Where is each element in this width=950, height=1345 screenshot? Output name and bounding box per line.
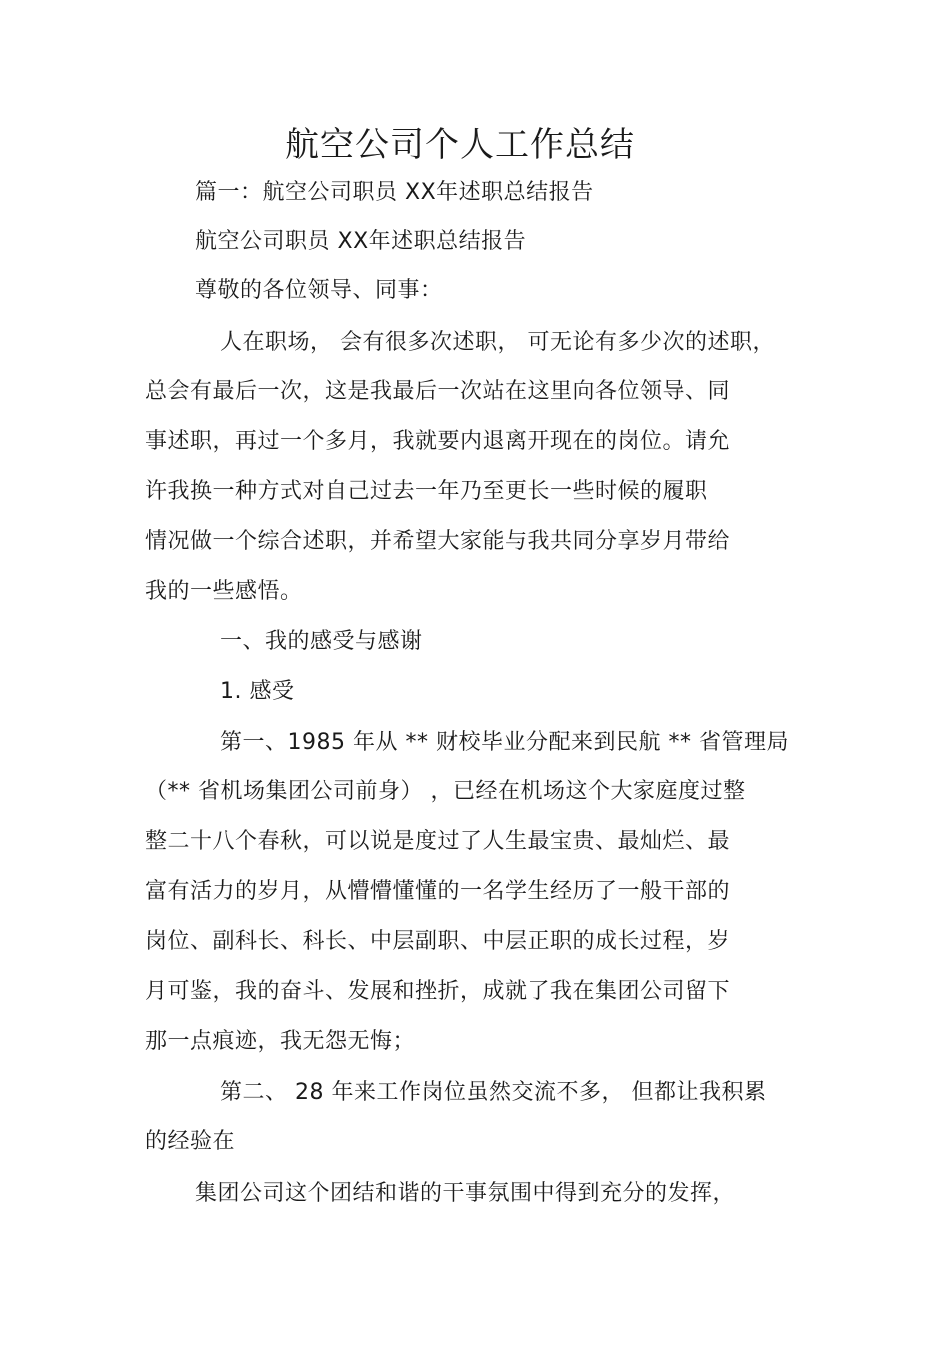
paragraph-line: （** 省机场集团公司前身） ，已经在机场这个大家庭度过整 (145, 779, 746, 804)
section-heading: 一、我的感受与感谢 (220, 629, 423, 654)
paragraph-line: 我的一些感悟。 (145, 579, 303, 604)
paragraph-line: 情况做一个综合述职，并希望大家能与我共同分享岁月带给 (145, 529, 731, 554)
paragraph-line: 富有活力的岁月，从懵懵懂懂的一名学生经历了一般干部的 (145, 879, 731, 904)
paragraph-line: 人在职场， 会有很多次述职， 可无论有多少次的述职， (220, 330, 775, 355)
paragraph-line: 第一、1985 年从 ** 财校毕业分配来到民航 ** 省管理局 (220, 730, 789, 755)
paragraph-line: 总会有最后一次，这是我最后一次站在这里向各位领导、同 (145, 379, 731, 404)
subsection-heading: 1. 感受 (220, 679, 295, 704)
subtitle-line: 篇一：航空公司职员 XX年述职总结报告 (195, 180, 594, 205)
paragraph-line: 许我换一种方式对自己过去一年乃至更长一些时候的履职 (145, 479, 708, 504)
salutation: 尊敬的各位领导、同事： (195, 278, 443, 303)
paragraph-line: 事述职，再过一个多月，我就要内退离开现在的岗位。请允 (145, 429, 731, 454)
paragraph-line: 月可鉴，我的奋斗、发展和挫折，成就了我在集团公司留下 (145, 979, 731, 1004)
paragraph-line: 第二、 28 年来工作岗位虽然交流不多， 但都让我积累 (220, 1080, 767, 1105)
paragraph-line: 集团公司这个团结和谐的干事氛围中得到充分的发挥， (195, 1181, 736, 1206)
document-title: 航空公司个人工作总结 (285, 125, 635, 165)
paragraph-line: 那一点痕迹，我无怨无悔； (145, 1029, 416, 1054)
paragraph-line: 整二十八个春秋，可以说是度过了人生最宝贵、最灿烂、最 (145, 829, 731, 854)
paragraph-line: 的经验在 (145, 1129, 236, 1154)
report-heading: 航空公司职员 XX年述职总结报告 (195, 229, 527, 254)
paragraph-line: 岗位、副科长、科长、中层副职、中层正职的成长过程，岁 (145, 929, 731, 954)
